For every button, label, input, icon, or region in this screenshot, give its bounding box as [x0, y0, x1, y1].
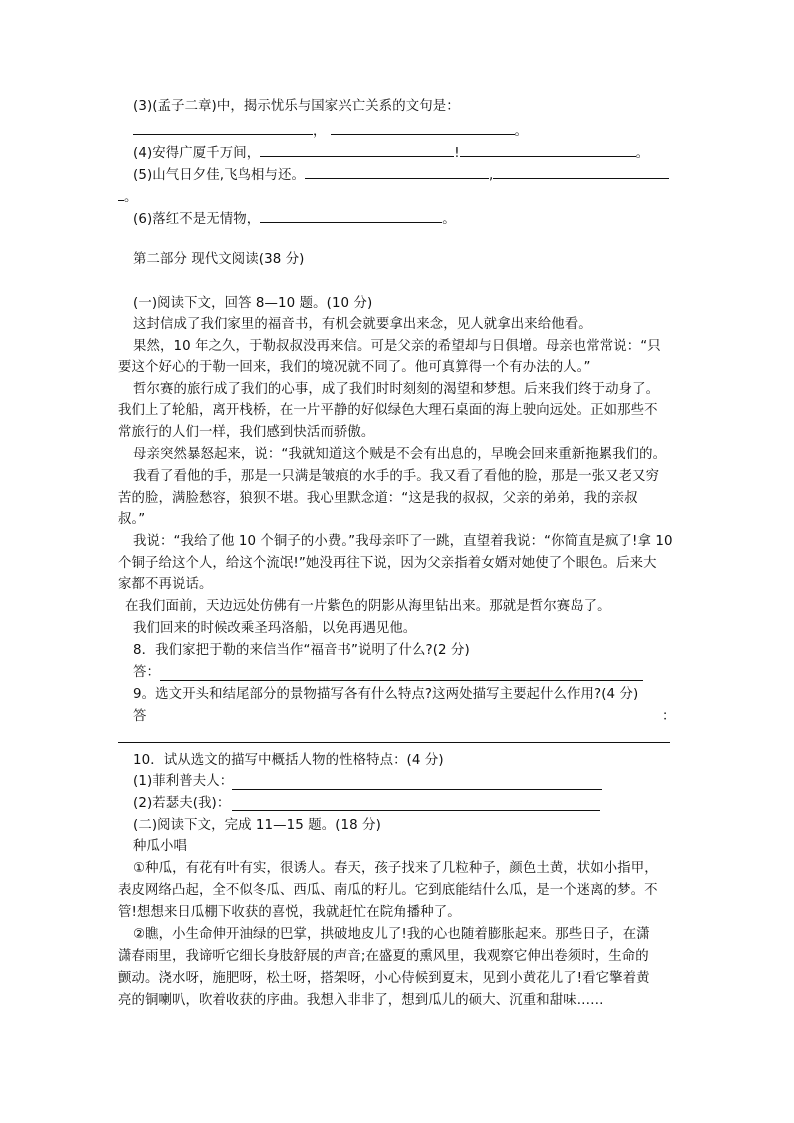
question-6-label: (6)落红不是无情物， [133, 212, 261, 227]
reading-2-title: 种瓜小唱 [133, 839, 187, 854]
reading-1-intro: (一)阅读下文，回答 8—10 题。(10 分) [133, 296, 373, 311]
blank[interactable] [305, 165, 489, 179]
paragraph-line: 这封信成了我们家里的福音书，有机会就要拿出来念，见人就拿出来给他看。 [133, 317, 592, 332]
question-10-a: (1)菲利普夫人： [133, 774, 234, 789]
question-9-answer-colon: ： [662, 709, 676, 724]
question-3-label: (3)(孟子二章)中，揭示忧乐与国家兴亡关系的文句是： [133, 99, 460, 114]
separator: ! [454, 146, 460, 161]
paragraph-line: 颤动。浇水呀，施肥呀，松土呀，搭架呀，小心侍候到夏末，见到小黄花儿了!看它擎着黄 [118, 971, 650, 986]
question-5-wrap [118, 187, 138, 207]
section-title: 第二部分 现代文阅读(38 分) [133, 252, 305, 267]
question-4-label: (4)安得广厦千万间， [133, 146, 261, 161]
separator: , [489, 168, 494, 183]
end-punct: 。 [124, 190, 138, 205]
paragraph-line: 我们回来的时候改乘圣玛洛船，以免再遇见他。 [133, 621, 417, 636]
question-9-answer-label: 答 [133, 709, 147, 724]
paragraph-line: 我说：“我给了他 10 个铜子的小费。”我母亲吓了一跳，直望着我说：“你简直是疯了!拿 10 [133, 534, 673, 549]
question-8: 8．我们家把于勒的来信当作“福音书”说明了什么?(2 分) [133, 643, 470, 658]
paragraph-line: ①种瓜，有花有叶有实，很诱人。春天，孩子找来了几粒种子，颜色土黄，状如小指甲， [133, 861, 658, 876]
answer-line[interactable] [232, 810, 600, 811]
blank[interactable] [260, 143, 454, 157]
blank[interactable] [331, 121, 515, 135]
paragraph-line: 叔。” [118, 512, 146, 527]
paragraph-line: 要这个好心的于勒一回来，我们的境况就不同了。他可真算得一个有办法的人。” [118, 360, 591, 375]
question-3-prompt [133, 98, 460, 116]
paragraph-line: 常旅行的人们一样，我们感到快活而骄傲。 [118, 425, 375, 440]
paragraph-line: 我看了看他的手，那是一只满是皱痕的水手的手。我又看了看他的脸，那是一张又老又穷 [133, 469, 660, 484]
paragraph-line: 管!想想来日瓜棚下收获的喜悦，我就赶忙在院角播种了。 [118, 905, 461, 920]
blank[interactable] [133, 121, 313, 135]
paragraph-line: 在我们面前，天边远处仿佛有一片紫色的阴影从海里钻出来。那就是哲尔赛岛了。 [125, 599, 611, 614]
reading-2-intro: (二)阅读下文，完成 11—15 题。(18 分) [133, 818, 381, 833]
answer-line[interactable] [118, 742, 670, 743]
paragraph-line: 家都不再说话。 [118, 577, 213, 592]
question-5-label: (5)山气日夕佳,飞鸟相与还。 [133, 168, 306, 183]
paragraph-line: 母亲突然暴怒起来，说：“我就知道这个贼是不会有出息的，早晚会回来重新拖累我们的。 [133, 447, 667, 462]
paragraph-line: 表皮网络凸起，全不似冬瓜、西瓜、南瓜的籽儿。它到底能结什么瓜，是一个迷离的梦。不 [118, 883, 658, 898]
paragraph-line: 苦的脸，满脸愁容，狼狈不堪。我心里默念道：“这是我的叔叔，父亲的弟弟，我的亲叔 [118, 491, 638, 506]
question-9: 9。选文开头和结尾部分的景物描写各有什么特点?这两处描写主要起什么作用?(4 分) [133, 687, 639, 702]
paragraph-line: 我们上了轮船，离开栈桥，在一片平静的好似绿色大理石桌面的海上驶向远处。正如那些不 [118, 403, 658, 418]
end-punct: 。 [514, 124, 528, 139]
paragraph-line: ②瞧，小生命伸开油绿的巴掌，拱破地皮儿了!我的心也随着膨胀起来。那些日子，在潇 [133, 927, 650, 942]
end-punct: 。 [635, 146, 650, 161]
answer-line[interactable] [232, 789, 602, 790]
question-3-answer-line [133, 121, 528, 141]
question-6 [133, 209, 456, 229]
paragraph-line: 潇春雨里，我谛听它细长身肢舒展的声音;在盛夏的熏风里，我观察它伸出卷须时，生命的 [118, 949, 649, 964]
question-4 [133, 143, 649, 163]
end-punct: 。 [442, 212, 456, 227]
paragraph-line: 哲尔赛的旅行成了我们的心事，成了我们时时刻刻的渴望和梦想。后来我们终于动身了。 [133, 382, 660, 397]
question-10: 10．试从选文的描写中概括人物的性格特点：(4 分) [133, 753, 444, 768]
blank[interactable] [460, 143, 636, 157]
blank[interactable] [260, 209, 442, 223]
question-10-b: (2)若瑟夫(我)： [133, 796, 231, 811]
question-5 [133, 165, 669, 185]
question-8-answer-label: 答： [133, 665, 160, 680]
paragraph-line: 亮的铜喇叭，吹着收获的序曲。我想入非非了，想到瓜儿的硕大、沉重和甜味…… [118, 993, 604, 1008]
paragraph-line: 果然，10 年之久，于勒叔叔没再来信。可是父亲的希望却与日俱增。母亲也常常说：“只 [133, 339, 661, 354]
separator: ， [313, 124, 327, 139]
blank[interactable] [493, 165, 669, 179]
paragraph-line: 个铜子给这个人，给这个流氓!”她没再往下说，因为父亲指着女婿对她使了个眼色。后来大 [118, 556, 657, 571]
answer-line[interactable] [160, 680, 643, 681]
